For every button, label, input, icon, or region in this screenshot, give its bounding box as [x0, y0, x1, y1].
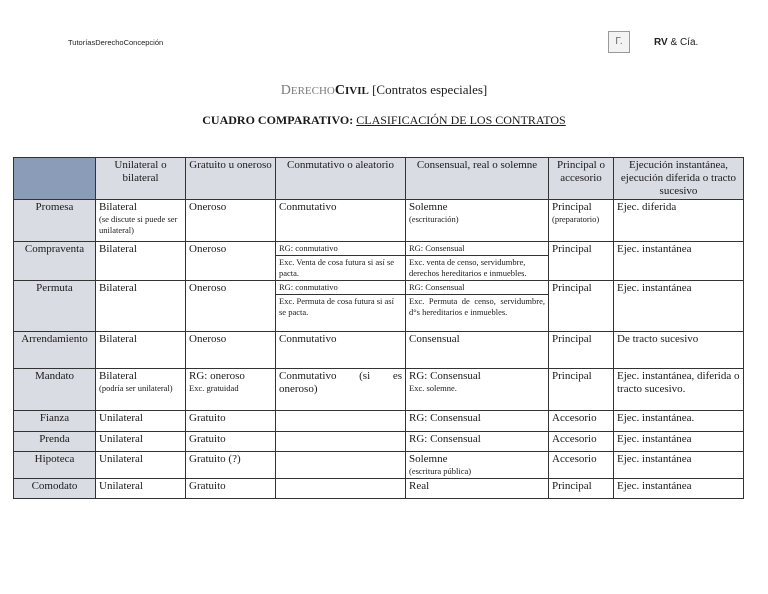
cell-note: (se discute si puede ser unilateral) [99, 214, 178, 235]
cell-main: RG: Consensual [409, 282, 465, 292]
title-bracket: [Contratos especiales] [368, 82, 488, 97]
cell-consensual [406, 242, 549, 281]
cell-ejecucion: Ejec. instantánea [614, 432, 744, 452]
cell-ejecucion: Ejec. instantánea, diferida o tracto sucesivo. [614, 369, 744, 411]
comparison-table [13, 157, 744, 499]
cell-gratuito: Oneroso [186, 281, 276, 332]
cell-main: Bilateral [99, 201, 137, 213]
cell-principal [549, 200, 614, 242]
cell-consensual: Consensual [406, 332, 549, 369]
cell-note: Exc. venta de censo, servidumbre, derechos hereditarios e inmuebles. [406, 255, 548, 279]
cell-gratuito: Oneroso [186, 242, 276, 281]
cell-gratuito: Oneroso [186, 332, 276, 369]
table-row [14, 200, 744, 242]
logo-icon: Γ. [608, 31, 630, 53]
cell-principal: Principal [549, 369, 614, 411]
subtitle-sep: : [349, 113, 357, 127]
cell-principal: Accesorio [549, 452, 614, 479]
cell-conmutativo: Conmutativo [276, 332, 406, 369]
header-corner [14, 158, 96, 200]
cell-conmutativo [276, 281, 406, 332]
cell-note: (preparatorio) [552, 214, 600, 224]
subtitle-bold: CUADRO COMPARATIVO [202, 113, 350, 127]
cell-conmutativo [276, 479, 406, 499]
table-row [14, 411, 744, 432]
header-consensual-real-solemne: Consensual, real o solemne [406, 158, 549, 200]
cell-unilateral: Bilateral [96, 332, 186, 369]
cell-note: Exc. Venta de cosa futura si así se pacta. [276, 255, 405, 279]
contract-name: Promesa [14, 200, 96, 242]
brand-rv: RV [654, 37, 668, 48]
cell-unilateral: Unilateral [96, 432, 186, 452]
cell-ejecucion: De tracto sucesivo [614, 332, 744, 369]
table-header-row [14, 158, 744, 200]
cell-principal: Principal [549, 479, 614, 499]
cell-ejecucion: Ejec. diferida [614, 200, 744, 242]
cell-note: Exc. solemne. [409, 383, 457, 393]
cell-unilateral [96, 200, 186, 242]
cell-main: RG: Consensual [409, 243, 465, 253]
cell-gratuito: Gratuito [186, 479, 276, 499]
cell-note: Exc. Permuta de censo, servidumbre, d°s hereditarios e inmuebles. [406, 294, 548, 318]
cell-unilateral [96, 369, 186, 411]
cell-conmutativo: Conmutativo (si es oneroso) [276, 369, 406, 411]
cell-unilateral: Bilateral [96, 281, 186, 332]
header-unilateral-bilateral: Unilateral o bilateral [96, 158, 186, 200]
cell-consensual [406, 369, 549, 411]
cell-consensual: RG: Consensual [406, 411, 549, 432]
cell-gratuito [186, 369, 276, 411]
contract-name: Hipoteca [14, 452, 96, 479]
cell-main: Principal [552, 201, 592, 213]
cell-principal: Principal [549, 332, 614, 369]
cell-consensual: RG: Consensual [406, 432, 549, 452]
cell-unilateral: Bilateral [96, 242, 186, 281]
table-row [14, 452, 744, 479]
cell-unilateral: Unilateral [96, 411, 186, 432]
cell-main: RG: oneroso [189, 370, 245, 382]
cell-main: Solemne [409, 201, 448, 213]
cell-gratuito: Gratuito [186, 432, 276, 452]
header-brand-right [654, 37, 698, 48]
cell-gratuito: Gratuito (?) [186, 452, 276, 479]
subtitle-underlined: CLASIFICACIÓN DE LOS CONTRATOS [356, 113, 566, 127]
cell-consensual: Real [406, 479, 549, 499]
cell-note: Exc. gratuidad [189, 383, 239, 393]
cell-ejecucion: Ejec. instantánea [614, 281, 744, 332]
contract-name: Fianza [14, 411, 96, 432]
contract-name: Permuta [14, 281, 96, 332]
table-row [14, 281, 744, 332]
page-subtitle [0, 113, 768, 128]
header-conmutativo-aleatorio: Conmutativo o aleatorio [276, 158, 406, 200]
table-row [14, 332, 744, 369]
cell-main: Bilateral [99, 370, 137, 382]
header-principal-accesorio: Principal o accesorio [549, 158, 614, 200]
contract-name: Arrendamiento [14, 332, 96, 369]
cell-ejecucion: Ejec. instantánea [614, 242, 744, 281]
cell-unilateral: Unilateral [96, 452, 186, 479]
title-civil-rest: IVIL [345, 85, 369, 97]
table-row [14, 432, 744, 452]
header-ejecucion: Ejecución instantánea, ejecución diferida o tracto sucesivo [614, 158, 744, 200]
cell-principal: Principal [549, 242, 614, 281]
cell-principal: Accesorio [549, 411, 614, 432]
contract-name: Mandato [14, 369, 96, 411]
cell-principal: Principal [549, 281, 614, 332]
header-brand-left: TutoríasDerechoConcepción [68, 38, 164, 47]
cell-note: (podría ser unilateral) [99, 383, 173, 393]
contract-name: Comodato [14, 479, 96, 499]
cell-note: (escritura pública) [409, 466, 472, 476]
cell-consensual [406, 200, 549, 242]
table-row [14, 369, 744, 411]
cell-consensual [406, 452, 549, 479]
header-gratuito-oneroso: Gratuito u oneroso [186, 158, 276, 200]
cell-unilateral: Unilateral [96, 479, 186, 499]
table-row [14, 242, 744, 281]
cell-conmutativo [276, 242, 406, 281]
cell-gratuito: Gratuito [186, 411, 276, 432]
cell-main: RG: Consensual [409, 370, 481, 382]
cell-main: Solemne [409, 453, 448, 465]
cell-note: Exc. Permuta de cosa futura si así se pacta. [276, 294, 405, 318]
table-row [14, 479, 744, 499]
cell-ejecucion: Ejec. instantánea [614, 452, 744, 479]
title-civil-initial: C [334, 83, 345, 98]
cell-conmutativo [276, 411, 406, 432]
cell-ejecucion: Ejec. instantánea [614, 479, 744, 499]
cell-conmutativo [276, 452, 406, 479]
cell-gratuito: Oneroso [186, 200, 276, 242]
title-derecho-initial: D [280, 83, 291, 98]
contract-name: Prenda [14, 432, 96, 452]
cell-main: RG: conmutativo [279, 243, 338, 253]
cell-main: RG: conmutativo [279, 282, 338, 292]
cell-note: (escrituración) [409, 214, 459, 224]
page-title [0, 82, 768, 99]
brand-cia: & Cía. [667, 37, 699, 48]
cell-conmutativo [276, 432, 406, 452]
cell-ejecucion: Ejec. instantánea. [614, 411, 744, 432]
cell-consensual [406, 281, 549, 332]
contract-name: Compraventa [14, 242, 96, 281]
cell-principal: Accesorio [549, 432, 614, 452]
title-derecho-rest: ERECHO [290, 85, 335, 97]
cell-conmutativo: Conmutativo [276, 200, 406, 242]
